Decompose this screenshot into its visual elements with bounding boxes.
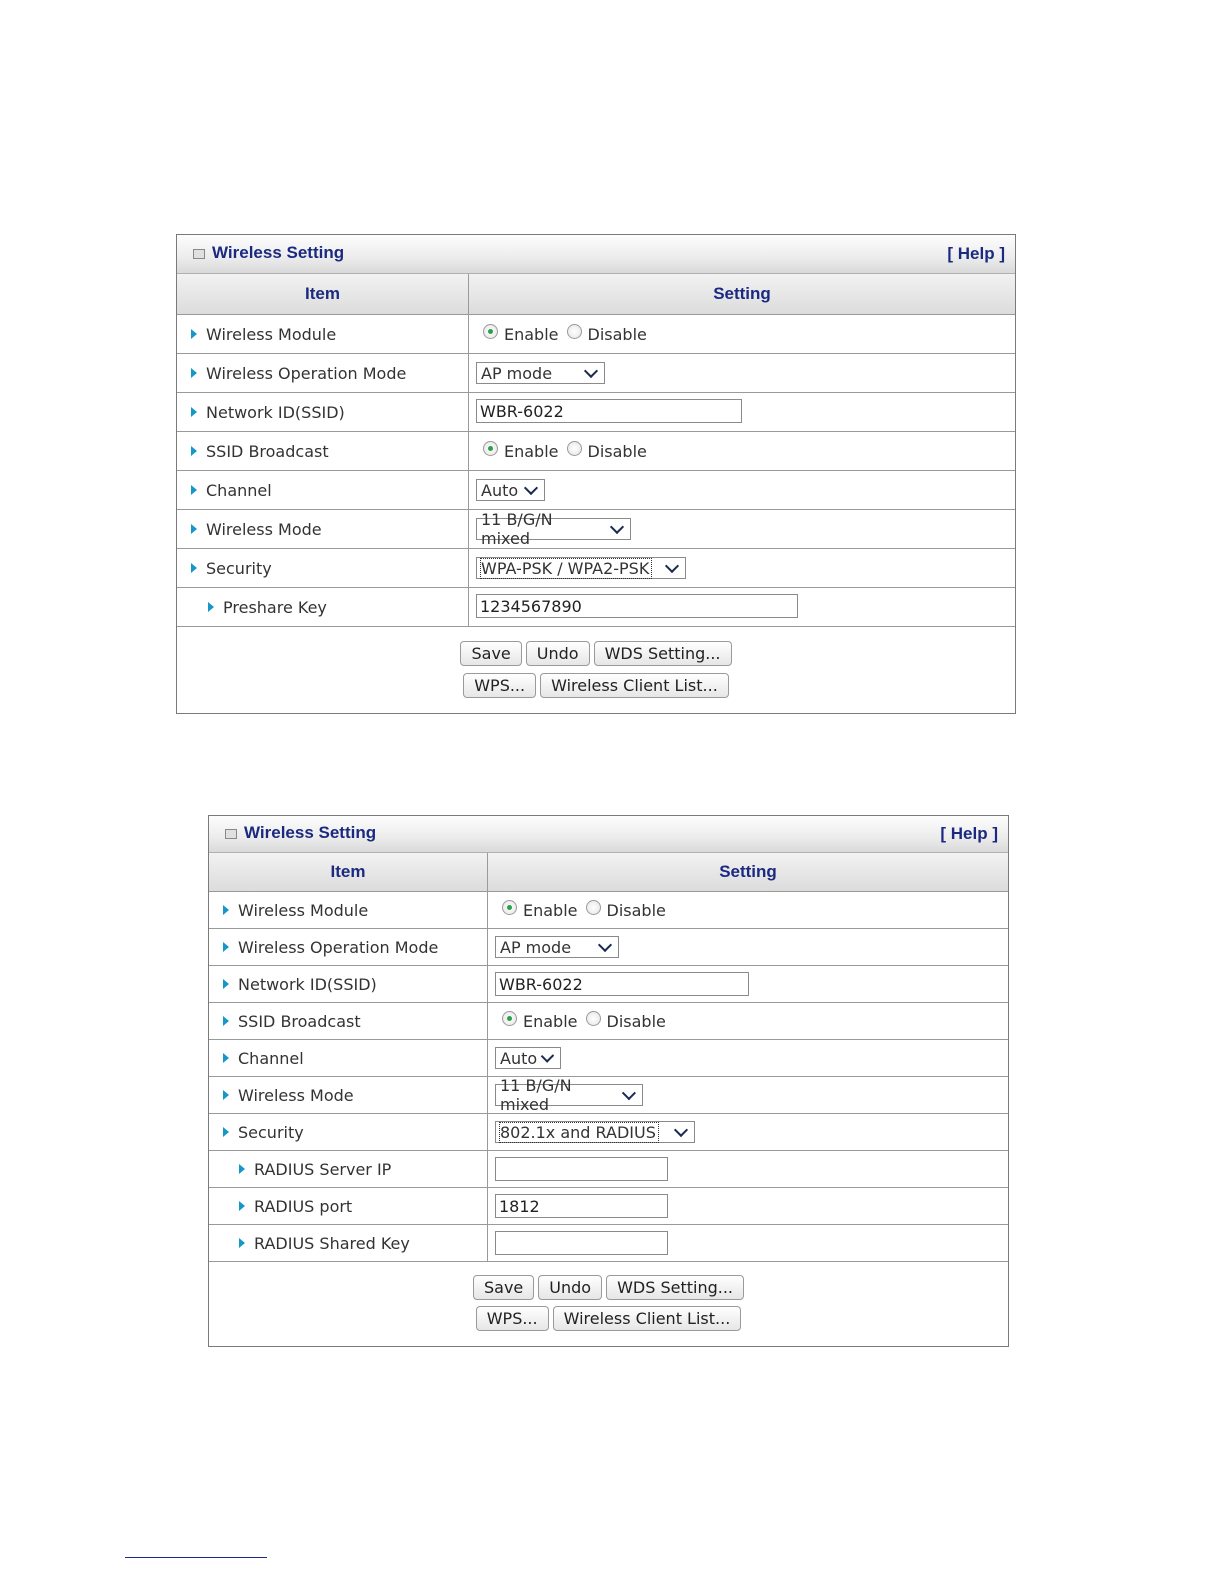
arrow-icon (191, 368, 197, 378)
wds-setting-button[interactable]: WDS Setting... (594, 641, 732, 666)
ssid-input[interactable] (476, 399, 742, 423)
row-radius-server-ip (209, 1151, 1008, 1188)
radio-label: Disable (587, 441, 647, 461)
wireless-module-enable-radio[interactable] (502, 900, 517, 915)
wds-setting-button[interactable]: WDS Setting... (606, 1275, 744, 1300)
row-label: Wireless Mode (206, 519, 322, 539)
wireless-module-disable-radio[interactable] (586, 900, 601, 915)
arrow-icon (239, 1164, 245, 1174)
radio-label: Enable (523, 900, 578, 920)
row-label: RADIUS Shared Key (254, 1233, 410, 1253)
chevron-down-icon (622, 1086, 636, 1100)
row-radius-port (209, 1188, 1008, 1225)
select-value: Auto (500, 1048, 538, 1068)
row-ssid (177, 393, 1015, 432)
row-operation-mode (209, 929, 1008, 966)
row-channel (209, 1040, 1008, 1077)
wireless-mode-select[interactable] (495, 1076, 643, 1114)
help-link[interactable]: [ Help ] (940, 824, 998, 843)
radio-label: Disable (606, 1011, 666, 1031)
radio-label: Disable (587, 324, 647, 344)
ssid-broadcast-enable-radio[interactable] (483, 441, 498, 456)
chevron-down-icon (674, 1122, 688, 1136)
row-label: SSID Broadcast (206, 441, 329, 461)
arrow-icon (223, 1053, 229, 1063)
arrow-icon (223, 1016, 229, 1026)
ssid-broadcast-enable-radio[interactable] (502, 1011, 517, 1026)
wireless-setting-panel-2 (208, 815, 1009, 1347)
undo-button[interactable]: Undo (526, 641, 590, 666)
wireless-client-list-button[interactable]: Wireless Client List... (553, 1306, 742, 1331)
arrow-icon (191, 563, 197, 573)
radius-server-ip-input[interactable] (495, 1157, 668, 1181)
ssid-input[interactable] (495, 972, 749, 996)
row-label: RADIUS port (254, 1196, 353, 1216)
row-label: Channel (206, 480, 272, 500)
preshare-key-input[interactable] (476, 594, 798, 618)
wireless-mode-select[interactable] (476, 510, 631, 548)
security-select[interactable] (476, 557, 686, 579)
radius-port-input[interactable] (495, 1194, 668, 1218)
chevron-down-icon (665, 558, 679, 572)
channel-select[interactable] (476, 479, 545, 501)
panel-title: Wireless Setting (212, 243, 345, 262)
window-icon (193, 249, 205, 259)
arrow-icon (208, 602, 214, 612)
row-label: Wireless Mode (238, 1085, 354, 1105)
arrow-icon (239, 1238, 245, 1248)
panel-title: Wireless Setting (244, 823, 377, 842)
arrow-icon (223, 979, 229, 989)
arrow-icon (191, 329, 197, 339)
row-label: RADIUS Server IP (254, 1159, 392, 1179)
row-label: Network ID(SSID) (238, 974, 377, 994)
wireless-module-disable-radio[interactable] (567, 324, 582, 339)
chevron-down-icon (610, 519, 624, 533)
radio-label: Enable (504, 441, 559, 461)
row-label: Security (238, 1122, 304, 1142)
row-label: Channel (238, 1048, 304, 1068)
arrow-icon (223, 1090, 229, 1100)
row-operation-mode (177, 354, 1015, 393)
wireless-module-enable-radio[interactable] (483, 324, 498, 339)
wireless-setting-panel-1 (176, 234, 1016, 714)
column-setting: Setting (713, 284, 771, 303)
save-button[interactable]: Save (473, 1275, 534, 1300)
help-link[interactable]: [ Help ] (947, 244, 1005, 263)
row-wireless-module (177, 315, 1015, 354)
row-radius-shared-key (209, 1225, 1008, 1262)
radio-label: Enable (504, 324, 559, 344)
wireless-client-list-button[interactable]: Wireless Client List... (540, 673, 729, 698)
row-wireless-mode (177, 510, 1015, 549)
arrow-icon (239, 1201, 245, 1211)
column-item: Item (209, 853, 488, 891)
footnote-divider (125, 1557, 267, 1558)
row-label: Preshare Key (223, 597, 327, 617)
arrow-icon (191, 485, 197, 495)
chevron-down-icon (584, 363, 598, 377)
column-header (177, 274, 1015, 315)
row-channel (177, 471, 1015, 510)
operation-mode-select[interactable] (495, 936, 619, 958)
button-bar (177, 627, 1015, 713)
row-wireless-mode (209, 1077, 1008, 1114)
arrow-icon (223, 1127, 229, 1137)
ssid-broadcast-disable-radio[interactable] (567, 441, 582, 456)
wps-button[interactable]: WPS... (463, 673, 536, 698)
save-button[interactable]: Save (460, 641, 521, 666)
row-ssid-broadcast (209, 1003, 1008, 1040)
panel-title-bar (209, 816, 1008, 853)
radio-label: Enable (523, 1011, 578, 1031)
radius-shared-key-input[interactable] (495, 1231, 668, 1255)
column-setting: Setting (719, 862, 777, 881)
arrow-icon (191, 407, 197, 417)
arrow-icon (191, 524, 197, 534)
column-item: Item (177, 274, 469, 314)
undo-button[interactable]: Undo (538, 1275, 602, 1300)
select-value: Auto (481, 480, 519, 500)
select-value: 11 B/G/N mixed (481, 510, 553, 548)
arrow-icon (191, 446, 197, 456)
channel-select[interactable] (495, 1047, 561, 1069)
row-label: Wireless Module (238, 900, 369, 920)
panel-title-bar (177, 235, 1015, 274)
operation-mode-select[interactable] (476, 362, 605, 384)
row-ssid (209, 966, 1008, 1003)
row-label: Wireless Operation Mode (238, 937, 439, 957)
arrow-icon (223, 905, 229, 915)
chevron-down-icon (598, 937, 612, 951)
row-label: Network ID(SSID) (206, 402, 345, 422)
wps-button[interactable]: WPS... (476, 1306, 549, 1331)
select-value: AP mode (500, 937, 572, 957)
chevron-down-icon (541, 1049, 554, 1062)
row-preshare-key (177, 588, 1015, 627)
button-bar (209, 1262, 1008, 1346)
window-icon (225, 829, 237, 839)
radio-label: Disable (606, 900, 666, 920)
chevron-down-icon (524, 480, 538, 494)
row-wireless-module (209, 892, 1008, 929)
row-ssid-broadcast (177, 432, 1015, 471)
select-value: WPA-PSK / WPA2-PSK (481, 558, 650, 578)
select-value: 802.1x and RADIUS (500, 1122, 656, 1142)
row-security (209, 1114, 1008, 1151)
security-select[interactable] (495, 1121, 695, 1143)
row-label: Wireless Module (206, 324, 337, 344)
column-header (209, 853, 1008, 892)
ssid-broadcast-disable-radio[interactable] (586, 1011, 601, 1026)
select-value: AP mode (481, 363, 553, 383)
row-label: Wireless Operation Mode (206, 363, 407, 383)
row-label: Security (206, 558, 272, 578)
row-security (177, 549, 1015, 588)
arrow-icon (223, 942, 229, 952)
select-value: 11 B/G/N mixed (500, 1076, 572, 1114)
row-label: SSID Broadcast (238, 1011, 361, 1031)
